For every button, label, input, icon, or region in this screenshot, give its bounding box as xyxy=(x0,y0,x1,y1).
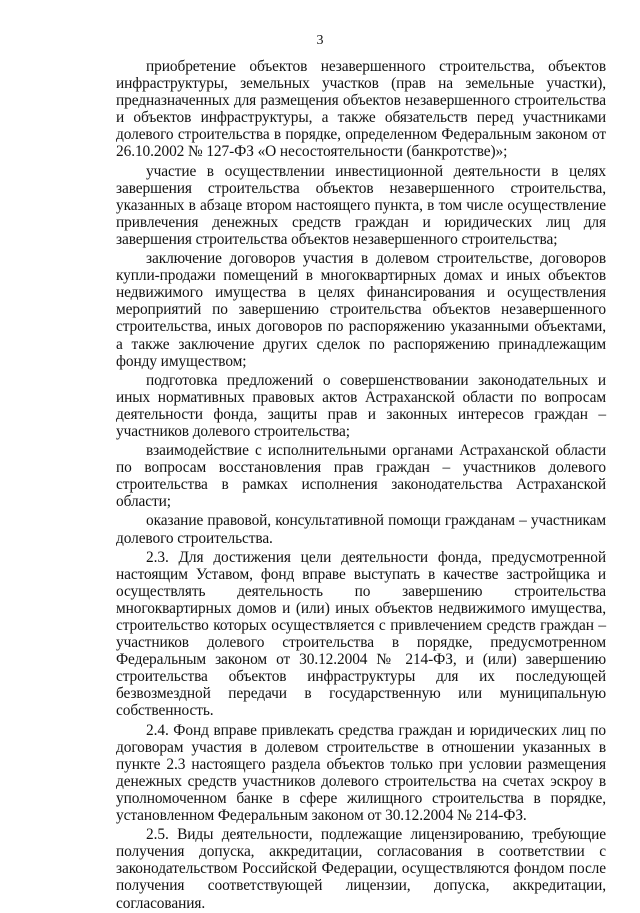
paragraph-investment: участие в осуществлении инвестиционной деятельности в целях завершения строительства объектов незавершенного строительства, указанных в абзаце втором настоящего пункта, в том числе осуществление привлечения денежных средств граждан и юридических лиц для завершения строительства объектов незавершенного строительства; xyxy=(116,162,606,248)
document-body xyxy=(116,58,606,912)
paragraph-2-4: 2.4. Фонд вправе привлекать средства граждан и юридических лиц по договорам участия в долевом строительстве в отношении указанных в пункте 2.3 настоящего раздела объектов только при условии размещения денежных средств участников долевого строительства на счетах эскроу в уполномоченном банке в сфере жилищного строительства в порядке, установленном Федеральным законом от 30.12.2004 № 214-ФЗ. xyxy=(116,721,606,825)
paragraph-2-3: 2.3. Для достижения цели деятельности фонда, предусмотренной настоящим Уставом, фонд вправе выступать в качестве застройщика и осуществлять деятельность по завершению строительства многоквартирных домов и (или) иных объектов недвижимого имущества, строительство которых осуществляется с привлечением средств граждан – участников долевого строительства в порядке, предусмотренном Федеральным законом от 30.12.2004 № 214-ФЗ, и (или) завершению строительства объектов инфраструктуры для их последующей безвозмездной передачи в государственную или муниципальную собственность. xyxy=(116,548,606,720)
paragraph-2-5: 2.5. Виды деятельности, подлежащие лицензированию, требующие получения допуска, аккредитации, согласования в соответствии с законодательством Российской Федерации, осуществляются фондом после получения соответствующей лицензии, допуска, аккредитации, согласования. xyxy=(116,826,606,912)
paragraph-proposals: подготовка предложений о совершенствовании законодательных и иных нормативных правовых актов Астраханской области по вопросам деятельности фонда, защиты прав и законных интересов граждан – участников долевого строительства; xyxy=(116,371,606,440)
paragraph-legal-aid: оказание правовой, консультативной помощи гражданам – участникам долевого строительства. xyxy=(116,512,606,547)
page-number: 3 xyxy=(316,33,324,48)
paragraph-acquisition: приобретение объектов незавершенного строительства, объектов инфраструктуры, земельных участков (прав на земельные участки), предназначенных для размещения объектов незавершенного строительства и объектов инфраструктуры, а также обязательств перед участниками долевого строительства в порядке, определенном Федеральным законом от 26.10.2002 № 127-ФЗ «О несостоятельности (банкротстве)»; xyxy=(116,58,606,161)
paragraph-contracts: заключение договоров участия в долевом строительстве, договоров купли-продажи помещений в многоквартирных домах и иных объектов недвижимого имущества в целях финансирования и осуществления мероприятий по завершению строительства объектов незавершенного строительства, иных договоров по распоряжению указанными объектами, а также заключение других сделок по распоряжению принадлежащим фонду имуществом; xyxy=(116,250,606,370)
paragraph-interaction: взаимодействие с исполнительными органами Астраханской области по вопросам восстановления прав граждан – участников долевого строительства в рамках исполнения законодательства Астраханской области; xyxy=(116,442,606,511)
